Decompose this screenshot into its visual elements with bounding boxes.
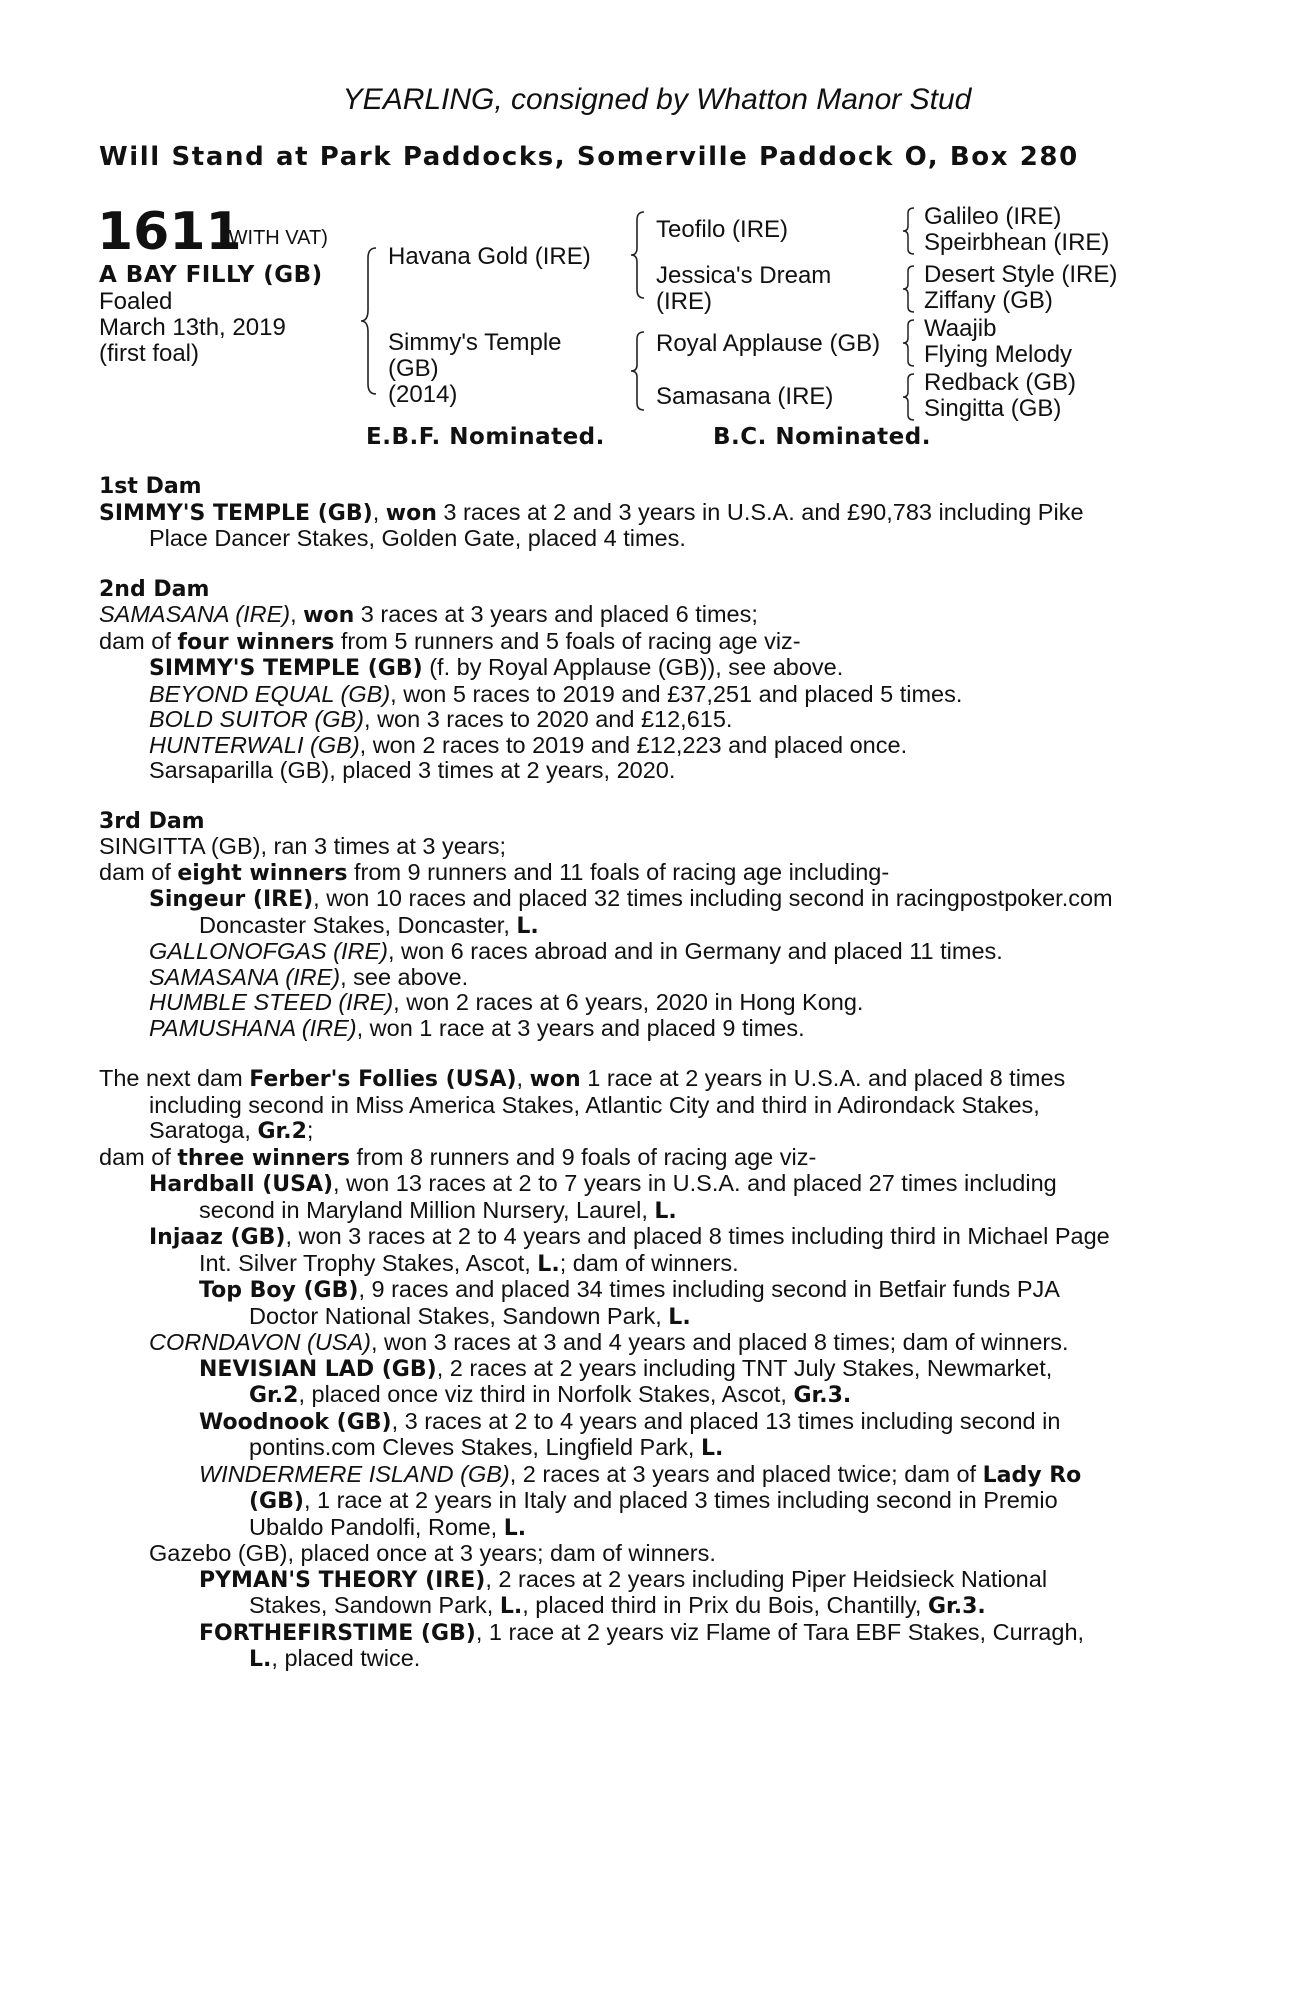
pedigree-brace-g34	[900, 264, 918, 314]
produce-item-cont: second in Maryland Million Nursery, Laurel, L.	[199, 1196, 677, 1224]
pedigree-brace-dam	[628, 330, 648, 412]
pedigree-g2: Speirbhean (IRE)	[924, 229, 1110, 256]
produce-item: FORTHEFIRSTIME (GB), 1 race at 2 years viz Flame of Tara EBF Stakes, Curragh,	[199, 1618, 1085, 1646]
first-dam-heading: 1st Dam	[99, 474, 202, 499]
second-dam-heading: 2nd Dam	[99, 576, 210, 602]
first-dam-text: 3 races at 2 and 3 years in U.S.A. and £90,783 including Pike	[436, 498, 1084, 525]
pedigree-dam	[388, 330, 562, 408]
produce-item: BOLD SUITOR (GB), won 3 races to 2020 and £12,615.	[149, 706, 733, 732]
pedigree-dam-line2: (GB)	[388, 355, 439, 382]
produce-item: PYMAN'S THEORY (IRE), 2 races at 2 years including Piper Heidsieck National	[199, 1565, 1048, 1593]
produce-item-cont: Gr.2, placed once viz third in Norfolk Stakes, Ascot, Gr.3.	[249, 1381, 852, 1408]
produce-item-cont: (GB), 1 race at 2 years in Italy and placed 3 times including second in Premio	[249, 1487, 1058, 1514]
second-dam-line: SAMASANA (IRE), won 3 races at 3 years and placed 6 times;	[99, 601, 758, 628]
next-dam-name: Ferber's Follies (USA)	[249, 1067, 517, 1092]
first-dam-line	[99, 500, 1203, 527]
pedigree-brace-g56	[900, 318, 918, 368]
produce-item-cont: Doctor National Stakes, Sandown Park, L.	[249, 1302, 691, 1330]
produce-item-cont: L., placed twice.	[249, 1645, 421, 1672]
produce-item: SIMMY'S TEMPLE (GB) (f. by Royal Applause (GB)), see above.	[149, 654, 844, 681]
first-dam-name: SIMMY'S TEMPLE (GB)	[99, 500, 373, 526]
produce-item: Injaaz (GB), won 3 races at 2 to 4 years and placed 8 times including third in Michael Page	[149, 1223, 1110, 1250]
pedigree-dam-dam: Samasana (IRE)	[656, 383, 834, 410]
pedigree-g5: Waajib	[924, 315, 997, 342]
produce-item: HUMBLE STEED (IRE), won 2 races at 6 years, 2020 in Hong Kong.	[149, 989, 864, 1015]
foaled-label: Foaled	[99, 288, 173, 315]
next-dam-cont: including second in Miss America Stakes, Atlantic City and third in Adirondack Stakes,	[149, 1091, 1040, 1118]
bc-nomination: B.C. Nominated.	[713, 424, 931, 450]
pedigree-sire-dam-line2: (IRE)	[656, 288, 712, 315]
pedigree-g4: Ziffany (GB)	[924, 287, 1053, 314]
pedigree-brace-main	[358, 246, 380, 396]
produce-item: Singeur (IRE), won 10 races and placed 32 times including second in racingpostpoker.com	[149, 885, 1113, 912]
third-dam-produce-intro: dam of eight winners from 9 runners and 11 foals of racing age including-	[99, 858, 890, 886]
second-dam-section	[99, 577, 1203, 784]
dam-history	[99, 474, 1203, 1673]
second-dam-name: SAMASANA (IRE)	[99, 601, 291, 627]
pedigree-g8: Singitta (GB)	[924, 395, 1062, 422]
produce-item: Top Boy (GB), 9 races and placed 34 times including second in Betfair funds PJA	[199, 1276, 1060, 1303]
foaled-date: March 13th, 2019	[99, 314, 286, 341]
produce-item: Sarsaparilla (GB), placed 3 times at 2 years, 2020.	[149, 757, 676, 783]
second-dam-produce-intro: dam of four winners from 5 runners and 5 foals of racing age viz-	[99, 627, 801, 655]
consignment-line: YEARLING, consigned by Whatton Manor Stud	[342, 83, 972, 116]
won-word: won	[385, 500, 437, 526]
produce-item: PAMUSHANA (IRE), won 1 race at 3 years and placed 9 times.	[149, 1014, 805, 1041]
first-dam-cont: Place Dancer Stakes, Golden Gate, placed 4 times.	[149, 525, 686, 551]
third-dam-section	[99, 809, 1203, 1042]
next-dam-line: The next dam Ferber's Follies (USA), won 1 race at 2 years in U.S.A. and placed 8 times	[99, 1065, 1066, 1092]
produce-item-cont: Ubaldo Pandolfi, Rome, L.	[249, 1513, 527, 1541]
next-dam-section	[99, 1066, 1203, 1673]
produce-item: HUNTERWALI (GB), won 2 races to 2019 and £12,223 and placed once.	[149, 731, 908, 758]
pedigree-sire: Havana Gold (IRE)	[388, 243, 591, 270]
pedigree-brace-sire	[628, 210, 648, 300]
pedigree-g1: Galileo (IRE)	[924, 203, 1062, 230]
pedigree-g7: Redback (GB)	[924, 369, 1077, 396]
produce-item: Hardball (USA), won 13 races at 2 to 7 years in U.S.A. and placed 27 times including	[149, 1170, 1057, 1197]
produce-item: Gazebo (GB), placed once at 3 years; dam of winners.	[149, 1540, 716, 1566]
produce-item-cont: pontins.com Cleves Stakes, Lingfield Park, L.	[249, 1434, 724, 1461]
pedigree-dam-line3: (2014)	[388, 381, 458, 408]
ebf-nomination: E.B.F. Nominated.	[366, 424, 605, 450]
pedigree-g6: Flying Melody	[924, 341, 1073, 368]
produce-item: SAMASANA (IRE), see above.	[149, 963, 469, 990]
produce-item: CORNDAVON (USA), won 3 races at 3 and 4 years and placed 8 times; dam of winners.	[149, 1329, 1069, 1355]
comma: ,	[372, 498, 386, 525]
produce-item-cont: Int. Silver Trophy Stakes, Ascot, L.; dam of winners.	[199, 1249, 739, 1277]
next-dam-produce-intro: dam of three winners from 8 runners and 9 foals of racing age viz-	[99, 1143, 817, 1171]
lot-name: A BAY FILLY (GB)	[99, 262, 323, 288]
produce-item-cont: Doncaster Stakes, Doncaster, L.	[199, 911, 539, 939]
pedigree-sire-dam	[656, 263, 831, 315]
lot-number: 1611	[97, 202, 242, 262]
pedigree-brace-g78	[900, 372, 918, 422]
pedigree-brace-g12	[900, 206, 918, 256]
stand-location: Will Stand at Park Paddocks, Somerville Paddock O, Box 280	[99, 142, 1079, 172]
next-dam-cont: Saratoga, Gr.2;	[149, 1117, 314, 1144]
foaled-info	[99, 289, 286, 367]
third-dam-heading: 3rd Dam	[99, 808, 205, 834]
produce-item-cont: Stakes, Sandown Park, L., placed third in Prix du Bois, Chantilly, Gr.3.	[249, 1592, 986, 1619]
third-dam-line: SINGITTA (GB), ran 3 times at 3 years;	[99, 833, 507, 859]
produce-item: GALLONOFGAS (IRE), won 6 races abroad and in Germany and placed 11 times.	[149, 938, 1003, 964]
produce-item: NEVISIAN LAD (GB), 2 races at 2 years including TNT July Stakes, Newmarket,	[199, 1354, 1053, 1382]
vat-note: (WITH VAT)	[222, 227, 328, 249]
produce-item: Woodnook (GB), 3 races at 2 to 4 years and placed 13 times including second in	[199, 1407, 1061, 1435]
first-dam-section	[99, 474, 1203, 552]
foal-note: (first foal)	[99, 340, 200, 367]
pedigree-dam-line1: Simmy's Temple	[388, 329, 562, 356]
pedigree-g3: Desert Style (IRE)	[924, 261, 1118, 288]
produce-item: WINDERMERE ISLAND (GB), 2 races at 3 years and placed twice; dam of Lady Ro	[199, 1460, 1082, 1488]
pedigree-sire-sire: Teofilo (IRE)	[656, 216, 789, 243]
pedigree-dam-sire: Royal Applause (GB)	[656, 330, 881, 357]
produce-item: BEYOND EQUAL (GB), won 5 races to 2019 and £37,251 and placed 5 times.	[149, 680, 963, 707]
pedigree-sire-dam-line1: Jessica's Dream	[656, 262, 832, 289]
